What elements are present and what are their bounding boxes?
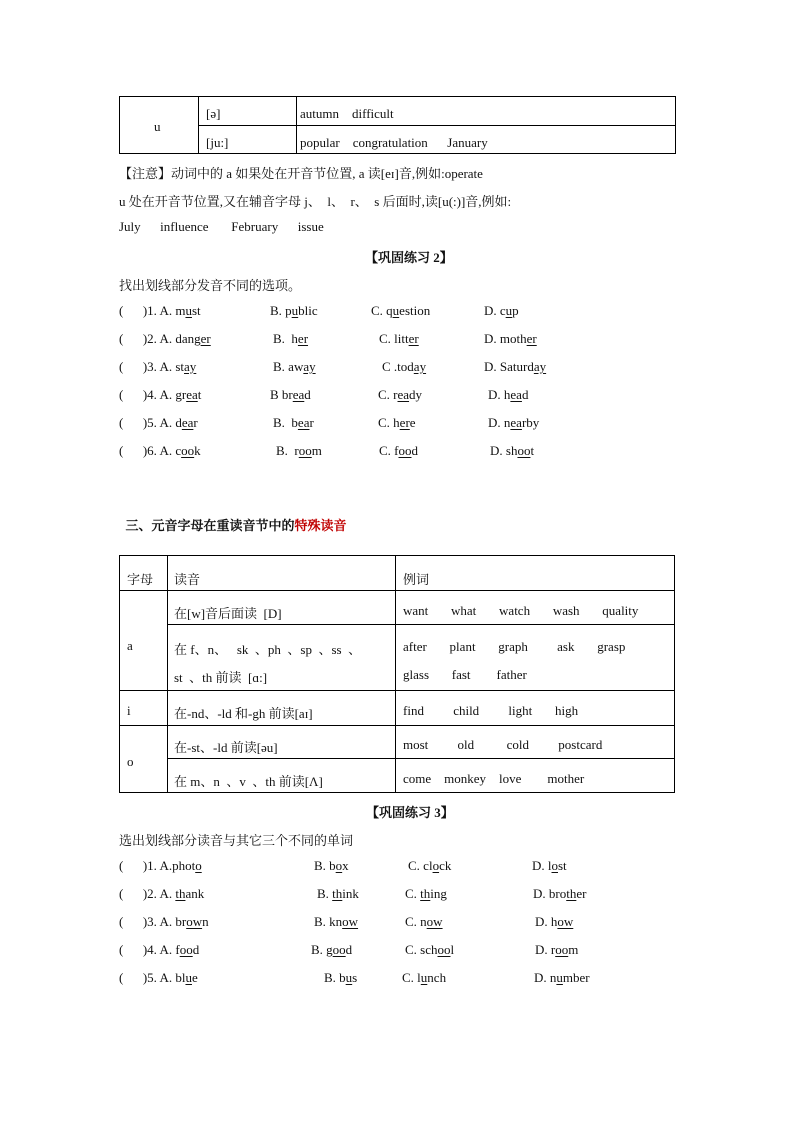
option-text: C. [405, 886, 421, 901]
letter-u: u [154, 119, 161, 134]
option-d [535, 942, 578, 958]
underlined-letters: u [185, 303, 192, 318]
option-text: B. [317, 886, 333, 901]
option-c [402, 970, 446, 986]
a-examples-w: want what watch wash quality [403, 603, 639, 618]
option-text: rby [521, 415, 540, 430]
underlined-letters: o [432, 858, 440, 873]
option-b [270, 303, 318, 319]
phonetic-schwa: [ə] [206, 106, 221, 121]
underlined-letters: th [175, 886, 186, 901]
header-letter: 字母 [127, 572, 154, 587]
question-number: ( )1. A. [119, 303, 176, 318]
option-c [405, 886, 447, 902]
underlined-letters: oo [398, 443, 412, 458]
option-text: B. h [273, 331, 298, 346]
option-text: br [175, 914, 187, 929]
underlined-letters: ea [397, 387, 410, 402]
question-number: ( )6. A. [119, 443, 176, 458]
underlined-letters: ow [426, 914, 443, 929]
option-d [488, 415, 539, 431]
option-d [534, 970, 590, 986]
option-text: D. moth [484, 331, 527, 346]
option-b [273, 415, 314, 431]
question-number: ( )5. A. [119, 970, 176, 985]
option-c [379, 443, 418, 459]
option-text: C. q [371, 303, 393, 318]
letter-o: o [127, 754, 134, 769]
option-text: st [558, 858, 567, 873]
underlined-letters: o [195, 858, 202, 873]
option-text: d [411, 443, 418, 458]
phonetic-ju: [ju:] [206, 135, 229, 150]
option-b [317, 886, 359, 902]
option-text: C. f [379, 443, 399, 458]
phonics-table-u [119, 96, 676, 154]
question-row [119, 359, 196, 375]
option-text: B br [270, 387, 293, 402]
underlined-letters: oo [437, 942, 451, 957]
underlined-letters: oo [298, 443, 312, 458]
question-number: ( )4. A. [119, 942, 176, 957]
o-examples-m: come monkey love mother [403, 771, 585, 786]
option-d [532, 858, 567, 874]
option-text: p [512, 303, 519, 318]
examples-ju: popular congratulation January [300, 135, 488, 150]
section-3-title [119, 499, 347, 534]
underlined-letters: u [505, 303, 513, 318]
a-rule-fn-l2: st 、th 前读 [ɑ:] [174, 670, 268, 685]
option-c [378, 387, 422, 403]
practice-3-instruction: 选出划线部分读音与其它三个不同的单词 [119, 833, 354, 848]
header-examples: 例词 [403, 572, 430, 587]
option-text: C. h [378, 415, 400, 430]
underlined-letters: ay [184, 359, 197, 374]
question-row [119, 914, 209, 930]
underlined-letters: er [200, 331, 211, 346]
option-text: d [175, 415, 182, 430]
o-rule-m: 在 m、n 、v 、th 前读[Λ] [174, 774, 323, 789]
option-text: t [197, 387, 202, 402]
option-b [314, 914, 358, 930]
option-text: blic [298, 303, 318, 318]
option-text: mber [562, 970, 590, 985]
section-3-title-prefix: 三、元音字母在重读音节中的 [125, 518, 295, 533]
option-text: e [409, 415, 416, 430]
option-d [484, 331, 537, 347]
option-text: C. l [402, 970, 421, 985]
option-text: D. c [484, 303, 506, 318]
note-line-3: July influence February issue [119, 219, 324, 234]
section-3-title-highlight: 特殊读音 [294, 518, 347, 533]
option-text: st [175, 359, 185, 374]
underlined-letters: th [420, 886, 431, 901]
option-c [379, 331, 419, 347]
question-row [119, 886, 204, 902]
question-row [119, 970, 198, 986]
option-text: D. Saturd [484, 359, 534, 374]
question-row [119, 387, 201, 403]
question-number: ( )3. A. [119, 359, 176, 374]
question-row [119, 415, 198, 431]
underlined-letters: ay [303, 359, 316, 374]
i-rule: 在-nd、-ld 和-gh 前读[aɪ] [174, 706, 313, 721]
question-number: ( )2. A. [119, 331, 176, 346]
option-text: bl [175, 970, 186, 985]
option-b [270, 387, 311, 403]
option-b [276, 443, 322, 459]
option-text: C. litt [379, 331, 409, 346]
option-text: C. n [405, 914, 427, 929]
option-d [488, 387, 528, 403]
question-number: ( )3. A. [119, 914, 176, 929]
option-b [273, 359, 316, 375]
practice-2-title: 【巩固练习 2】 [365, 250, 453, 265]
question-row [119, 858, 202, 874]
option-text: B. b [273, 415, 298, 430]
underlined-letters: th [332, 886, 343, 901]
option-text: B. p [270, 303, 292, 318]
option-text: B. b [314, 858, 336, 873]
underlined-letters: oo [517, 443, 531, 458]
option-d [533, 886, 586, 902]
underlined-letters: er [408, 331, 419, 346]
underlined-letters: u [185, 970, 192, 985]
option-text: D. n [534, 970, 557, 985]
underlined-letters: oo [181, 443, 195, 458]
option-text: s [352, 970, 358, 985]
option-text: ank [185, 886, 205, 901]
underlined-letters: oo [332, 942, 346, 957]
underlined-letters: ay [413, 359, 427, 374]
question-row [119, 303, 201, 319]
option-text: r [309, 415, 314, 430]
underlined-letters: oo [179, 942, 193, 957]
question-number: ( )4. A. [119, 387, 176, 402]
option-text: D. h [488, 387, 511, 402]
option-text: B. r [276, 443, 299, 458]
a-examples-fn-l1: after plant graph ask grasp [403, 639, 626, 654]
letter-a: a [127, 638, 133, 653]
option-text: st [191, 303, 201, 318]
option-d [490, 443, 534, 459]
practice-3-title: 【巩固练习 3】 [366, 805, 454, 820]
question-row [119, 443, 201, 459]
question-number: ( )2. A. [119, 886, 176, 901]
a-rule-fn-l1: 在 f、n、 sk 、ph 、sp 、ss 、 [174, 642, 362, 657]
option-text: ink [342, 886, 359, 901]
option-text: B. aw [273, 359, 304, 374]
option-text: B. kn [314, 914, 343, 929]
option-text: B. g [311, 942, 333, 957]
underlined-letters: ea [181, 415, 194, 430]
underlined-letters: u [291, 303, 299, 318]
option-text: l [450, 942, 455, 957]
option-text: c [175, 443, 182, 458]
i-examples: find child light high [403, 703, 579, 718]
question-row [119, 942, 199, 958]
option-text: D. h [535, 914, 558, 929]
option-text: C. r [378, 387, 398, 402]
option-d [484, 303, 519, 319]
letter-i: i [127, 703, 131, 718]
option-text: ck [439, 858, 452, 873]
underlined-letters: u [556, 970, 563, 985]
underlined-letters: ea [297, 415, 310, 430]
underlined-letters: u [392, 303, 400, 318]
underlined-letters: ow [186, 914, 203, 929]
option-text: x [342, 858, 349, 873]
option-text: m [175, 303, 186, 318]
underlined-letters: ow [342, 914, 359, 929]
option-c [378, 415, 416, 431]
option-text: D. r [535, 942, 556, 957]
underlined-letters: u [420, 970, 428, 985]
option-text: B. b [324, 970, 346, 985]
practice-2-instruction: 找出划线部分发音不同的选项。 [119, 278, 302, 293]
option-text: d [192, 942, 200, 957]
option-text: D. sh [490, 443, 518, 458]
underlined-letters: oo [555, 942, 569, 957]
option-c [405, 942, 454, 958]
underlined-letters: ea [510, 387, 522, 402]
option-c [405, 914, 443, 930]
option-text: t [530, 443, 535, 458]
option-text: estion [399, 303, 431, 318]
option-text: nch [427, 970, 447, 985]
underlined-letters: ea [510, 415, 522, 430]
option-text: m [311, 443, 322, 458]
underlined-letters: o [335, 858, 343, 873]
underlined-letters: er [526, 331, 537, 346]
option-text: er [576, 886, 587, 901]
option-d [535, 914, 573, 930]
underlined-letters: u [345, 970, 353, 985]
option-text: gr [175, 387, 187, 402]
option-text: r [193, 415, 198, 430]
underlined-letters: ay [533, 359, 547, 374]
underlined-letters: o [551, 858, 558, 873]
option-text: D. l [532, 858, 552, 873]
option-text: f [175, 942, 180, 957]
option-b [311, 942, 352, 958]
underlined-letters: th [566, 886, 577, 901]
underlined-letters: ea [292, 387, 305, 402]
option-text: C .tod [382, 359, 414, 374]
examples-schwa: autumn difficult [300, 106, 394, 121]
option-b [314, 858, 349, 874]
option-text: d [345, 942, 353, 957]
header-sound: 读音 [174, 572, 201, 587]
underlined-letters: ow [557, 914, 574, 929]
underlined-letters: er [297, 331, 309, 346]
question-number: ( )1. A. [119, 858, 173, 873]
question-row [119, 331, 211, 347]
option-b [324, 970, 357, 986]
option-text: D. n [488, 415, 511, 430]
option-text: C. sch [405, 942, 438, 957]
option-c [382, 359, 426, 375]
option-text: C. cl [408, 858, 433, 873]
note-line-2: u 处在开音节位置,又在辅音字母 j、 l、 r、 s 后面时,读[u(:)]音,例如: [119, 194, 512, 209]
option-text: n [202, 914, 209, 929]
o-rule-st: 在-st、-ld 前读[əu] [174, 740, 278, 755]
o-examples-st: most old cold postcard [403, 737, 603, 752]
option-d [484, 359, 546, 375]
a-examples-fn-l2: glass fast father [403, 667, 527, 682]
option-text: D. bro [533, 886, 567, 901]
option-text: d [521, 387, 529, 402]
option-text: dang [175, 331, 201, 346]
question-number: ( )5. A. [119, 415, 176, 430]
option-text: dy [409, 387, 423, 402]
option-c [371, 303, 430, 319]
option-text: phot [172, 858, 196, 873]
option-text: m [568, 942, 579, 957]
special-sounds-table [119, 555, 675, 793]
option-text: k [194, 443, 201, 458]
note-line-1: 【注意】动词中的 a 如果处在开音节位置, a 读[eɪ]音,例如:operate [119, 166, 483, 181]
option-c [408, 858, 451, 874]
underlined-letters: er [399, 415, 410, 430]
option-text: d [304, 387, 311, 402]
underlined-letters: ea [186, 387, 198, 402]
option-text: e [191, 970, 198, 985]
option-b [273, 331, 308, 347]
a-rule-w: 在[w]音后面读 [D] [174, 606, 282, 621]
option-text: ing [430, 886, 447, 901]
